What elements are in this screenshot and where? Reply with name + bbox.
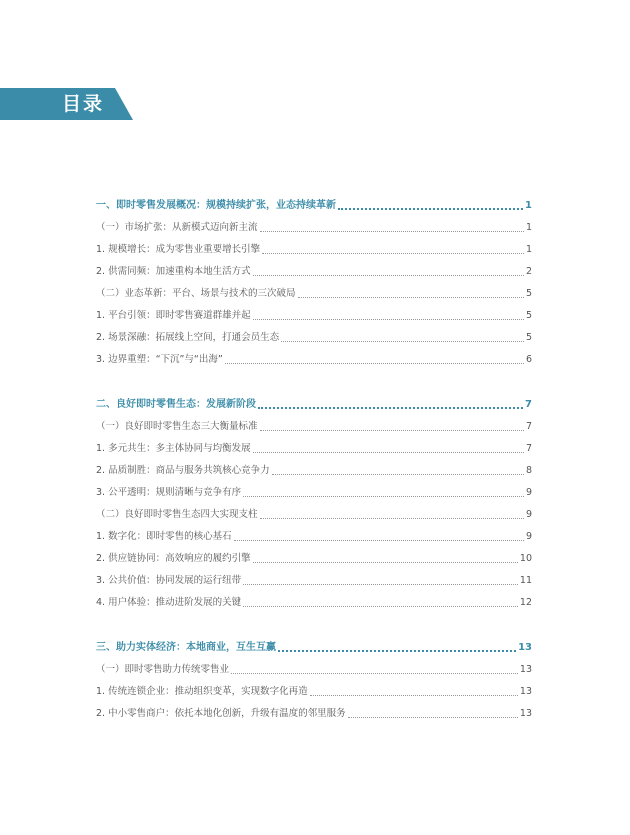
toc-page-number: 7 [525,399,532,410]
toc-dot-leader [348,717,518,718]
toc-page-number: 11 [519,575,532,586]
toc-entry-title: 1. 平台引领：即时零售赛道群雄并起 [96,310,251,321]
toc-page-number: 10 [519,553,532,564]
toc-dot-leader [225,363,524,364]
toc-entry-title: 1. 多元共生：多主体协同与均衡发展 [96,443,251,454]
page-title: 目录 [62,93,105,115]
toc-page-number: 1 [525,200,532,211]
toc-dot-leader [253,275,524,276]
toc-entry[interactable] [96,442,532,456]
toc-entry-title: 2. 供需同频：加速重构本地生活方式 [96,266,251,277]
toc-page-number: 5 [525,288,532,299]
toc-entry-title: 3. 公平透明：规则清晰与竞争有序 [96,487,242,498]
toc-entry-title: 3. 边界重塑：“下沉”与“出海” [96,354,223,365]
toc-entry-title: （二）良好即时零售生态四大实现支柱 [96,509,258,520]
toc-dot-leader [281,341,524,342]
toc-dot-leader [253,319,524,320]
toc-page-number: 5 [525,310,532,321]
toc-dot-leader [310,695,518,696]
toc-page-number: 13 [519,664,532,675]
toc-dot-leader [231,673,518,674]
toc-dot-leader [253,452,524,453]
toc-page-number: 6 [525,354,532,365]
toc-entry-title: （一）良好即时零售生态三大衡量标准 [96,421,258,432]
toc-dot-leader [260,518,524,519]
toc-entry-title: 三、助力实体经济：本地商业，互生互赢 [96,642,276,653]
toc-dot-leader [260,430,524,431]
toc-entry-title: （二）业态革新：平台、场景与技术的三次破局 [96,288,296,299]
toc-entry-title: （一）即时零售助力传统零售业 [96,664,230,675]
toc-page-number: 9 [525,487,532,498]
toc-page-number: 13 [518,642,532,653]
toc-entry[interactable] [96,287,532,301]
toc-entry-title: 2. 品质制胜：商品与服务共筑核心竞争力 [96,465,270,476]
toc-dot-leader [234,540,524,541]
toc-page-number: 8 [525,465,532,476]
toc-page-number: 1 [525,222,532,233]
toc-entry-title: 1. 传统连锁企业：推动组织变革，实现数字化再造 [96,686,308,697]
toc-entry[interactable] [96,707,532,721]
toc-entry-title: 二、良好即时零售生态：发展新阶段 [96,399,256,410]
toc-entry[interactable] [96,508,532,522]
toc-page-number: 5 [525,332,532,343]
toc-entry[interactable] [96,574,532,588]
toc-section-entry[interactable] [96,641,532,655]
toc-entry[interactable] [96,331,532,345]
toc-entry[interactable] [96,552,532,566]
toc-dot-leader [278,650,516,652]
toc-entry-title: 2. 供应链协同：高效响应的履约引擎 [96,553,251,564]
toc-dot-leader [243,584,518,585]
toc-entry-title: 一、即时零售发展概况：规模持续扩张，业态持续革新 [96,200,336,211]
toc-dot-leader [262,253,524,254]
toc-page-number: 13 [519,686,532,697]
toc-entry-title: 2. 中小零售商户：依托本地化创新，升级有温度的邻里服务 [96,708,346,719]
toc-dot-leader [338,208,523,210]
toc-section-entry[interactable] [96,398,532,412]
toc-entry[interactable] [96,420,532,434]
toc-page-number: 7 [525,443,532,454]
toc-entry-title: 1. 数字化：即时零售的核心基石 [96,531,232,542]
toc-entry[interactable] [96,663,532,677]
toc-dot-leader [243,606,518,607]
toc-dot-leader [260,231,524,232]
toc-entry[interactable] [96,309,532,323]
toc-page-number: 7 [525,421,532,432]
toc-entry[interactable] [96,243,532,257]
toc-entry[interactable] [96,221,532,235]
toc-entry-title: （一）市场扩张：从新模式迈向新主流 [96,222,258,233]
toc-entry[interactable] [96,596,532,610]
toc-dot-leader [258,407,523,409]
toc-page-number: 9 [525,509,532,520]
toc-page-number: 13 [519,708,532,719]
toc-entry[interactable] [96,685,532,699]
toc-entry-title: 4. 用户体验：推动进阶发展的关键 [96,597,242,608]
toc-page-number: 9 [525,531,532,542]
toc-page-number: 12 [519,597,532,608]
toc-entry[interactable] [96,486,532,500]
toc-dot-leader [253,562,518,563]
toc-entry[interactable] [96,530,532,544]
toc-entry-title: 1. 规模增长：成为零售业重要增长引擎 [96,244,261,255]
toc-page-number: 1 [525,244,532,255]
toc-section-entry[interactable] [96,199,532,213]
toc-entry[interactable] [96,353,532,367]
toc-entry[interactable] [96,265,532,279]
toc-dot-leader [272,474,524,475]
toc-entry-title: 2. 场景深融：拓展线上空间，打通会员生态 [96,332,280,343]
toc-entry-title: 3. 公共价值：协同发展的运行纽带 [96,575,242,586]
toc-entry[interactable] [96,464,532,478]
toc-page-number: 2 [525,266,532,277]
toc-dot-leader [243,496,524,497]
toc-dot-leader [298,297,524,298]
